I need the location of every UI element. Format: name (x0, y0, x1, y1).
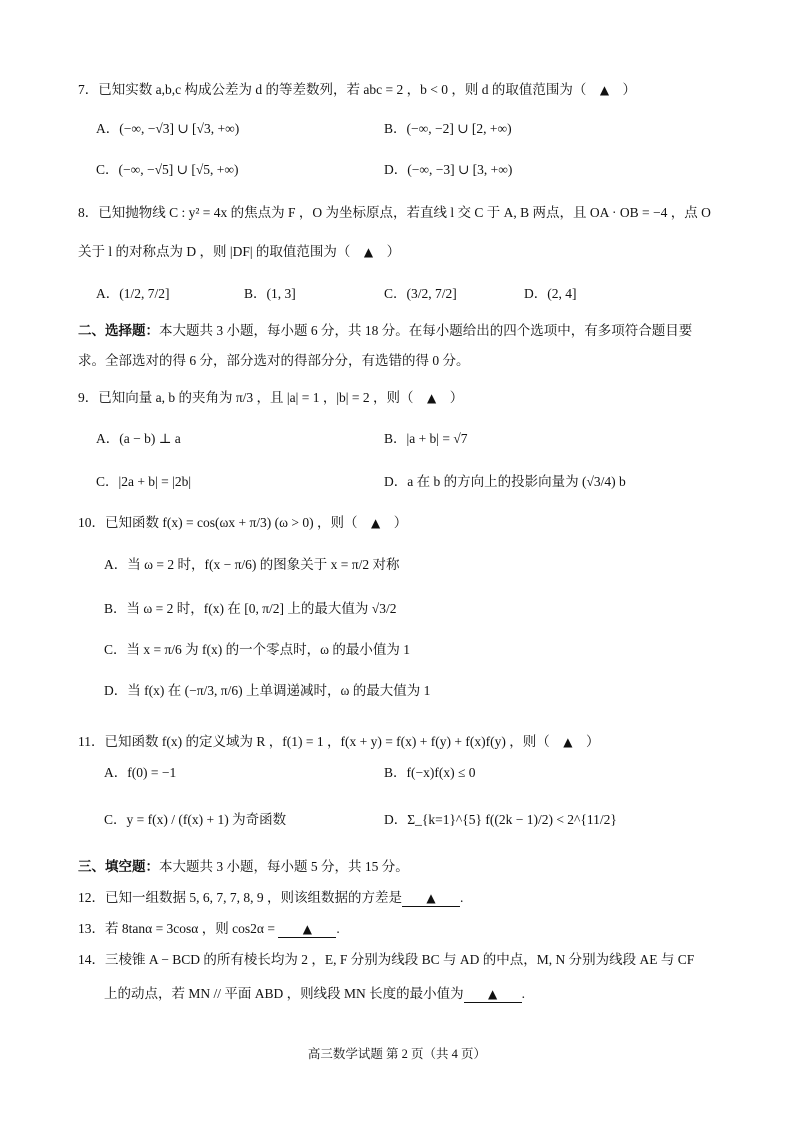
q9-option-c: C．|2a + b| = |2b| (96, 474, 192, 489)
q11-stem (78, 732, 599, 752)
q14-end: . (521, 986, 526, 1001)
answer-blank[interactable] (402, 890, 460, 907)
answer-blank[interactable] (464, 986, 522, 1003)
q9-stem (78, 388, 463, 408)
q11-close: ） (572, 734, 600, 749)
answer-blank[interactable] (278, 921, 336, 938)
section3-label: 三、填空题： (78, 859, 159, 874)
q10-option-d: D．当 f(x) 在 (−π/3, π/6) 上单调递减时，ω 的最大值为 1 (104, 683, 431, 698)
answer-mark: ▲ (426, 391, 437, 405)
answer-mark: ▲ (371, 516, 381, 530)
q13-stem (78, 919, 340, 939)
q14-stem-line1: 14．三棱锥 A − BCD 的所有棱长均为 2 ，E, F 分别为线段 BC 与 AD 的中点，M, N 分别为线段 AE 与 CF (78, 952, 695, 967)
q13-end: . (336, 921, 340, 936)
q9-close: ） (436, 390, 464, 405)
answer-mark: ▲ (563, 735, 573, 749)
q9-option-b: B．|a + b| = √7 (384, 431, 468, 446)
answer-mark: ▲ (363, 245, 374, 259)
q8-close: ） (373, 244, 401, 259)
q8-stem-text: 关于 l 的对称点为 D ，则 |DF| 的取值范围为（ (78, 244, 364, 259)
q11-stem-text: 11．已知函数 f(x) 的定义域为 R ，f(1) = 1 ，f(x + y) = f(x) + f(y) + f(x)f(y) ，则（ (78, 734, 564, 749)
q11-option-c: C．y = f(x) / (f(x) + 1) 为奇函数 (104, 812, 287, 827)
q10-option-c: C．当 x = π/6 为 f(x) 的一个零点时，ω 的最小值为 1 (104, 642, 411, 657)
q12-stem-text: 12．已知一组数据 5, 6, 7, 7, 8, 9 ，则该组数据的方差是 (78, 890, 402, 905)
q14-stem-text: 上的动点，若 MN // 平面 ABD ，则线段 MN 长度的最小值为 (104, 986, 464, 1001)
q10-option-b: B．当 ω = 2 时，f(x) 在 [0, π/2] 上的最大值为 √3/2 (104, 601, 397, 616)
q12-stem (78, 888, 463, 908)
q10-stem (78, 513, 407, 533)
answer-mark: ▲ (426, 891, 436, 905)
page-footer: 高三数学试题 第 2 页（共 4 页） (307, 1047, 487, 1061)
q7-stem-text: 7．已知实数 a,b,c 构成公差为 d 的等差数列，若 abc = 2 ，b < 0 ，则 d 的取值范围为（ (78, 82, 600, 97)
q9-option-d: D．a 在 b 的方向上的投影向量为 (√3/4) b (384, 474, 626, 489)
q14-stem-line2 (104, 984, 525, 1004)
q11-option-b: B．f(−x)f(x) ≤ 0 (384, 765, 476, 780)
q8-stem-line1: 8．已知抛物线 C : y² = 4x 的焦点为 F ，O 为坐标原点，若直线 l 交 C 于 A, B 两点，且 OA · OB = −4 ，点 O (78, 205, 711, 220)
q11-option-a: A．f(0) = −1 (104, 765, 177, 780)
answer-mark: ▲ (488, 987, 498, 1001)
q10-close: ） (380, 515, 408, 530)
q8-option-b: B．(1, 3] (244, 286, 296, 301)
q8-stem-line2 (78, 242, 400, 262)
q13-stem-text: 13．若 8tanα = 3cosα ，则 cos2α = (78, 921, 275, 936)
q7-option-a: A．(−∞, −√3] ∪ [√3, +∞) (96, 121, 240, 136)
section2-text-line2: 求。全部选对的得 6 分，部分选对的得部分分，有选错的得 0 分。 (78, 353, 470, 368)
q10-stem-text: 10．已知函数 f(x) = cos(ωx + π/3) (ω > 0) ，则（ (78, 515, 372, 530)
q7-option-c: C．(−∞, −√5] ∪ [√5, +∞) (96, 162, 239, 177)
q8-option-c: C．(3/2, 7/2] (384, 286, 457, 301)
section2-header (78, 321, 692, 341)
q7-option-b: B．(−∞, −2] ∪ [2, +∞) (384, 121, 512, 136)
q8-option-a: A．(1/2, 7/2] (96, 286, 170, 301)
q9-option-a: A．(a − b) ⊥ a (96, 431, 181, 446)
answer-mark: ▲ (302, 922, 312, 936)
q10-option-a: A．当 ω = 2 时，f(x − π/6) 的图象关于 x = π/2 对称 (104, 557, 400, 572)
q7-option-d: D．(−∞, −3] ∪ [3, +∞) (384, 162, 513, 177)
q9-stem-text: 9．已知向量 a, b 的夹角为 π/3 ，且 |a| = 1 ，|b| = 2 ，则（ (78, 390, 427, 405)
section2-text: 本大题共 3 小题，每小题 6 分，共 18 分。在每小题给出的四个选项中，有多项符合题目要 (159, 323, 693, 338)
section3-header (78, 857, 409, 877)
q11-option-d: D．Σ_{k=1}^{5} f((2k − 1)/2) < 2^{11/2} (384, 812, 617, 827)
section2-label: 二、选择题： (78, 323, 159, 338)
q7-stem (78, 80, 636, 100)
section3-text: 本大题共 3 小题，每小题 5 分，共 15 分。 (159, 859, 409, 874)
q7-close: ） (609, 82, 637, 97)
q8-option-d: D．(2, 4] (524, 286, 577, 301)
q12-end: . (460, 890, 464, 905)
answer-mark: ▲ (599, 83, 610, 97)
